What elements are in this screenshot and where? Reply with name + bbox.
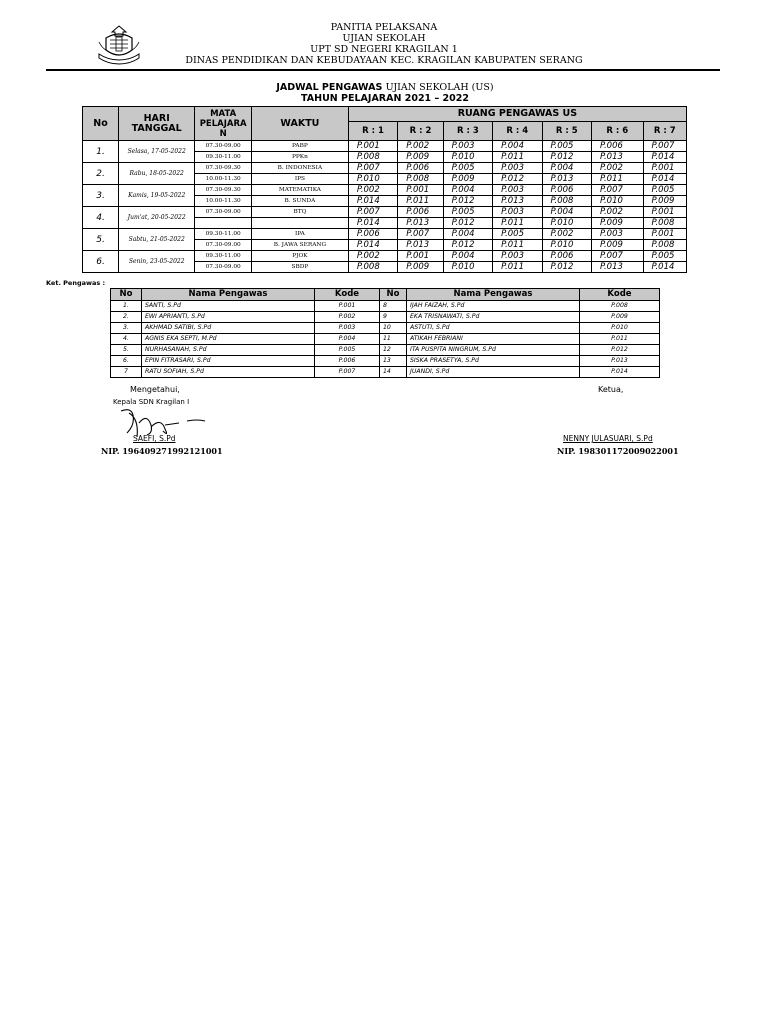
exam-time: 10.00-11.30 bbox=[195, 196, 252, 207]
supervisor-code: P.004 bbox=[493, 141, 542, 152]
legend-supervisor-code: P.012 bbox=[580, 345, 660, 356]
legend-supervisor-code: P.007 bbox=[315, 367, 380, 378]
supervisor-code: P.004 bbox=[443, 251, 492, 262]
exam-time: 10.00-11.30 bbox=[195, 174, 252, 185]
row-number: 1. bbox=[83, 141, 119, 163]
legend-supervisor-name: SISKA PRASETYA, S.Pd bbox=[407, 356, 580, 367]
legend-row bbox=[111, 356, 660, 367]
supervisor-code: P.002 bbox=[398, 141, 443, 152]
supervisor-code: P.002 bbox=[542, 229, 591, 240]
supervisor-code: P.009 bbox=[592, 218, 644, 229]
exam-day: Sabtu, 21-05-2022 bbox=[119, 229, 195, 251]
supervisor-code: P.011 bbox=[493, 262, 542, 273]
supervisor-code: P.006 bbox=[592, 141, 644, 152]
supervisor-code: P.001 bbox=[348, 141, 397, 152]
exam-day: Jum'at, 20-05-2022 bbox=[119, 207, 195, 229]
legend-supervisor-code: P.003 bbox=[315, 323, 380, 334]
exam-subject: B. JAWA SERANG bbox=[251, 240, 348, 251]
supervisor-code: P.014 bbox=[348, 240, 397, 251]
letterhead bbox=[180, 22, 588, 66]
row-number: 2. bbox=[83, 163, 119, 185]
exam-subject: SBDP bbox=[251, 262, 348, 273]
principal-nip: NIP. 196409271992121001 bbox=[101, 446, 223, 456]
header-room-5: R : 5 bbox=[542, 122, 591, 141]
exam-subject: IPS bbox=[251, 174, 348, 185]
supervisor-code: P.005 bbox=[542, 141, 591, 152]
schedule-row bbox=[83, 185, 687, 196]
exam-time: 07.30-09.00 bbox=[195, 262, 252, 273]
legend-supervisor-name: SANTI, S.Pd bbox=[142, 301, 315, 312]
legend-row bbox=[111, 312, 660, 323]
supervisor-code: P.006 bbox=[398, 163, 443, 174]
legend-number: 12 bbox=[380, 345, 407, 356]
supervisor-code: P.004 bbox=[542, 163, 591, 174]
exam-subject: B. INDONESIA bbox=[251, 163, 348, 174]
legend-row bbox=[111, 367, 660, 378]
legend-supervisor-code: P.009 bbox=[580, 312, 660, 323]
supervisor-code: P.006 bbox=[542, 251, 591, 262]
supervisor-code: P.010 bbox=[348, 174, 397, 185]
supervisor-code: P.014 bbox=[348, 218, 397, 229]
supervisor-code: P.005 bbox=[643, 185, 686, 196]
supervisor-code: P.002 bbox=[348, 251, 397, 262]
title-exam: UJIAN SEKOLAH (US) bbox=[385, 82, 494, 93]
principal-name: SAEFI, S.Pd bbox=[133, 434, 176, 443]
letterhead-line-4: DINAS PENDIDIKAN DAN KEBUDAYAAN KEC. KRAGILAN KABUPATEN SERANG bbox=[185, 55, 583, 66]
legend-row bbox=[111, 345, 660, 356]
supervisor-code: P.002 bbox=[348, 185, 397, 196]
supervisor-code: P.009 bbox=[643, 196, 686, 207]
legend-supervisor-code: P.006 bbox=[315, 356, 380, 367]
supervisor-code: P.011 bbox=[493, 218, 542, 229]
legend-header-code: Kode bbox=[580, 289, 660, 301]
supervisor-code: P.008 bbox=[398, 174, 443, 185]
exam-subject: PPKn bbox=[251, 152, 348, 163]
header-room-7: R : 7 bbox=[643, 122, 686, 141]
legend-header-name: Nama Pengawas bbox=[142, 289, 315, 301]
supervisor-code: P.010 bbox=[443, 152, 492, 163]
exam-time bbox=[195, 218, 252, 229]
legend-number: 2. bbox=[111, 312, 142, 323]
schedule-row bbox=[83, 163, 687, 174]
supervisor-code: P.011 bbox=[493, 152, 542, 163]
supervisor-code: P.011 bbox=[398, 196, 443, 207]
exam-time: 07.30-09.00 bbox=[195, 141, 252, 152]
supervisor-code: P.003 bbox=[493, 207, 542, 218]
legend-supervisor-name: ITA PUSPITA NINGRUM, S.Pd bbox=[407, 345, 580, 356]
legend-number: 5. bbox=[111, 345, 142, 356]
supervisor-code: P.005 bbox=[493, 229, 542, 240]
row-number: 4. bbox=[83, 207, 119, 229]
supervisor-code: P.007 bbox=[592, 251, 644, 262]
supervisor-code: P.004 bbox=[542, 207, 591, 218]
header-room-3: R : 3 bbox=[443, 122, 492, 141]
legend-number: 14 bbox=[380, 367, 407, 378]
supervisor-code: P.012 bbox=[443, 196, 492, 207]
legend-number: 3. bbox=[111, 323, 142, 334]
supervisor-code: P.007 bbox=[348, 163, 397, 174]
schedule-row bbox=[83, 141, 687, 152]
legend-supervisor-code: P.004 bbox=[315, 334, 380, 345]
supervisor-code: P.006 bbox=[542, 185, 591, 196]
legend-supervisor-code: P.008 bbox=[580, 301, 660, 312]
supervisor-code: P.003 bbox=[493, 251, 542, 262]
supervisor-code: P.007 bbox=[592, 185, 644, 196]
supervisor-code: P.009 bbox=[398, 262, 443, 273]
supervisor-code: P.010 bbox=[443, 262, 492, 273]
supervisor-code: P.008 bbox=[643, 240, 686, 251]
exam-time: 09.30-11.00 bbox=[195, 152, 252, 163]
supervisor-code: P.009 bbox=[398, 152, 443, 163]
sign-principal-title: Kepala SDN Kragilan I bbox=[113, 398, 190, 406]
supervisor-code: P.008 bbox=[643, 218, 686, 229]
legend-supervisor-code: P.010 bbox=[580, 323, 660, 334]
letterhead-line-2: UJIAN SEKOLAH bbox=[342, 33, 426, 44]
supervisor-legend-table bbox=[110, 288, 660, 378]
supervisor-code: P.004 bbox=[443, 185, 492, 196]
supervisor-code: P.013 bbox=[592, 262, 644, 273]
legend-number: 9 bbox=[380, 312, 407, 323]
header-day: HARI TANGGAL bbox=[119, 107, 195, 141]
schedule-row bbox=[83, 229, 687, 240]
exam-subject: MATEMATIKA bbox=[251, 185, 348, 196]
exam-day: Kamis, 19-05-2022 bbox=[119, 185, 195, 207]
document-title bbox=[80, 82, 690, 104]
legend-supervisor-name: NURHASANAH, S.Pd bbox=[142, 345, 315, 356]
legend-supervisor-name: ASTUTI, S.Pd bbox=[407, 323, 580, 334]
title-year: TAHUN PELAJARAN 2021 – 2022 bbox=[301, 93, 469, 104]
legend-supervisor-name: EWI APRIANTI, S.Pd bbox=[142, 312, 315, 323]
legend-supervisor-code: P.005 bbox=[315, 345, 380, 356]
chair-nip: NIP. 198301172009022001 bbox=[557, 446, 679, 456]
supervisor-code: P.014 bbox=[643, 262, 686, 273]
legend-supervisor-code: P.011 bbox=[580, 334, 660, 345]
supervisor-code: P.004 bbox=[443, 229, 492, 240]
exam-time: 07.30-09.00 bbox=[195, 207, 252, 218]
supervisor-code: P.009 bbox=[592, 240, 644, 251]
supervisor-code: P.012 bbox=[542, 152, 591, 163]
exam-subject: B. SUNDA bbox=[251, 196, 348, 207]
supervisor-code: P.011 bbox=[592, 174, 644, 185]
schedule-row bbox=[83, 207, 687, 218]
exam-time: 09.30-11.00 bbox=[195, 251, 252, 262]
legend-supervisor-name: EKA TRISNAWATI, S.Pd bbox=[407, 312, 580, 323]
supervisor-code: P.009 bbox=[443, 174, 492, 185]
legend-supervisor-name: EPIN FITRASARI, S.Pd bbox=[142, 356, 315, 367]
header-room-6: R : 6 bbox=[592, 122, 644, 141]
legend-number: 4. bbox=[111, 334, 142, 345]
legend-supervisor-name: AGNIS EKA SEPTI, M.Pd bbox=[142, 334, 315, 345]
header-room-2: R : 2 bbox=[398, 122, 443, 141]
legend-number: 1. bbox=[111, 301, 142, 312]
supervisor-code: P.007 bbox=[398, 229, 443, 240]
exam-time: 07.30-09.00 bbox=[195, 240, 252, 251]
supervisor-code: P.010 bbox=[542, 218, 591, 229]
header-room-1: R : 1 bbox=[348, 122, 397, 141]
supervisor-code: P.013 bbox=[398, 240, 443, 251]
supervisor-code: P.008 bbox=[348, 152, 397, 163]
legend-header-no: No bbox=[111, 289, 142, 301]
legend-supervisor-name: AKHMAD SATIBI, S.Pd bbox=[142, 323, 315, 334]
legend-header-no: No bbox=[380, 289, 407, 301]
chair-name: NENNY JULASUARI, S.Pd bbox=[563, 434, 653, 443]
legend-supervisor-name: JUANDI, S.Pd bbox=[407, 367, 580, 378]
row-number: 3. bbox=[83, 185, 119, 207]
exam-subject: PABP bbox=[251, 141, 348, 152]
schedule-table bbox=[82, 106, 687, 273]
legend-supervisor-code: P.013 bbox=[580, 356, 660, 367]
supervisor-code: P.006 bbox=[398, 207, 443, 218]
supervisor-code: P.013 bbox=[542, 174, 591, 185]
supervisor-code: P.011 bbox=[493, 240, 542, 251]
supervisor-code: P.002 bbox=[592, 207, 644, 218]
legend-number: 13 bbox=[380, 356, 407, 367]
header-subject: MATA PELAJARA N bbox=[195, 107, 252, 141]
legend-number: 10 bbox=[380, 323, 407, 334]
supervisor-code: P.003 bbox=[592, 229, 644, 240]
legend-number: 6. bbox=[111, 356, 142, 367]
exam-subject: BTQ bbox=[251, 207, 348, 218]
supervisor-code: P.012 bbox=[542, 262, 591, 273]
legend-row bbox=[111, 323, 660, 334]
supervisor-code: P.012 bbox=[443, 240, 492, 251]
row-number: 5. bbox=[83, 229, 119, 251]
legend-supervisor-code: P.001 bbox=[315, 301, 380, 312]
supervisor-code: P.012 bbox=[493, 174, 542, 185]
supervisor-code: P.002 bbox=[592, 163, 644, 174]
exam-day: Rabu, 18-05-2022 bbox=[119, 163, 195, 185]
header-no: No bbox=[83, 107, 119, 141]
title-main: JADWAL PENGAWAS bbox=[276, 82, 383, 93]
supervisor-code: P.013 bbox=[592, 152, 644, 163]
supervisor-code: P.013 bbox=[398, 218, 443, 229]
exam-subject bbox=[251, 218, 348, 229]
exam-day: Senin, 23-05-2022 bbox=[119, 251, 195, 273]
supervisor-code: P.008 bbox=[542, 196, 591, 207]
letterhead-line-1: PANITIA PELAKSANA bbox=[330, 22, 438, 33]
supervisor-code: P.003 bbox=[493, 185, 542, 196]
regency-crest-icon bbox=[96, 24, 142, 66]
supervisor-code: P.010 bbox=[542, 240, 591, 251]
supervisor-code: P.013 bbox=[493, 196, 542, 207]
supervisor-code: P.007 bbox=[348, 207, 397, 218]
header-rooms: RUANG PENGAWAS US bbox=[348, 107, 686, 122]
supervisor-code: P.003 bbox=[493, 163, 542, 174]
supervisor-code: P.001 bbox=[643, 229, 686, 240]
supervisor-code: P.005 bbox=[643, 251, 686, 262]
supervisor-code: P.001 bbox=[643, 207, 686, 218]
legend-supervisor-name: ATIKAH FEBRIANI bbox=[407, 334, 580, 345]
exam-time: 07.30-09.30 bbox=[195, 185, 252, 196]
supervisor-code: P.014 bbox=[643, 152, 686, 163]
exam-subject: PJOK bbox=[251, 251, 348, 262]
letterhead-line-3: UPT SD NEGERI KRAGILAN 1 bbox=[310, 44, 458, 55]
supervisor-code: P.001 bbox=[398, 185, 443, 196]
supervisor-code: P.001 bbox=[398, 251, 443, 262]
supervisor-code: P.005 bbox=[443, 163, 492, 174]
supervisor-code: P.014 bbox=[643, 174, 686, 185]
supervisor-code: P.008 bbox=[348, 262, 397, 273]
letterhead-divider bbox=[46, 69, 720, 71]
supervisor-code: P.006 bbox=[348, 229, 397, 240]
legend-supervisor-name: RATU SOFIAH, S.Pd bbox=[142, 367, 315, 378]
exam-time: 09.30-11.00 bbox=[195, 229, 252, 240]
supervisor-code: P.007 bbox=[643, 141, 686, 152]
legend-supervisor-code: P.002 bbox=[315, 312, 380, 323]
legend-label: Ket. Pengawas : bbox=[46, 279, 106, 287]
legend-row bbox=[111, 334, 660, 345]
schedule-row bbox=[83, 251, 687, 262]
header-room-4: R : 4 bbox=[493, 122, 542, 141]
sign-chair-title: Ketua, bbox=[598, 385, 624, 394]
header-time: WAKTU bbox=[251, 107, 348, 141]
supervisor-code: P.012 bbox=[443, 218, 492, 229]
legend-number: 11 bbox=[380, 334, 407, 345]
legend-header-code: Kode bbox=[315, 289, 380, 301]
exam-time: 07.30-09.30 bbox=[195, 163, 252, 174]
exam-day: Selasa, 17-05-2022 bbox=[119, 141, 195, 163]
sign-known-by: Mengetahui, bbox=[130, 385, 180, 394]
legend-header-name: Nama Pengawas bbox=[407, 289, 580, 301]
supervisor-code: P.005 bbox=[443, 207, 492, 218]
legend-number: 7 bbox=[111, 367, 142, 378]
supervisor-code: P.001 bbox=[643, 163, 686, 174]
legend-supervisor-code: P.014 bbox=[580, 367, 660, 378]
legend-row bbox=[111, 301, 660, 312]
supervisor-code: P.014 bbox=[348, 196, 397, 207]
legend-number: 8 bbox=[380, 301, 407, 312]
row-number: 6. bbox=[83, 251, 119, 273]
supervisor-code: P.003 bbox=[443, 141, 492, 152]
legend-supervisor-name: IJAH FAIZAH, S.Pd bbox=[407, 301, 580, 312]
exam-subject: IPA bbox=[251, 229, 348, 240]
supervisor-code: P.010 bbox=[592, 196, 644, 207]
